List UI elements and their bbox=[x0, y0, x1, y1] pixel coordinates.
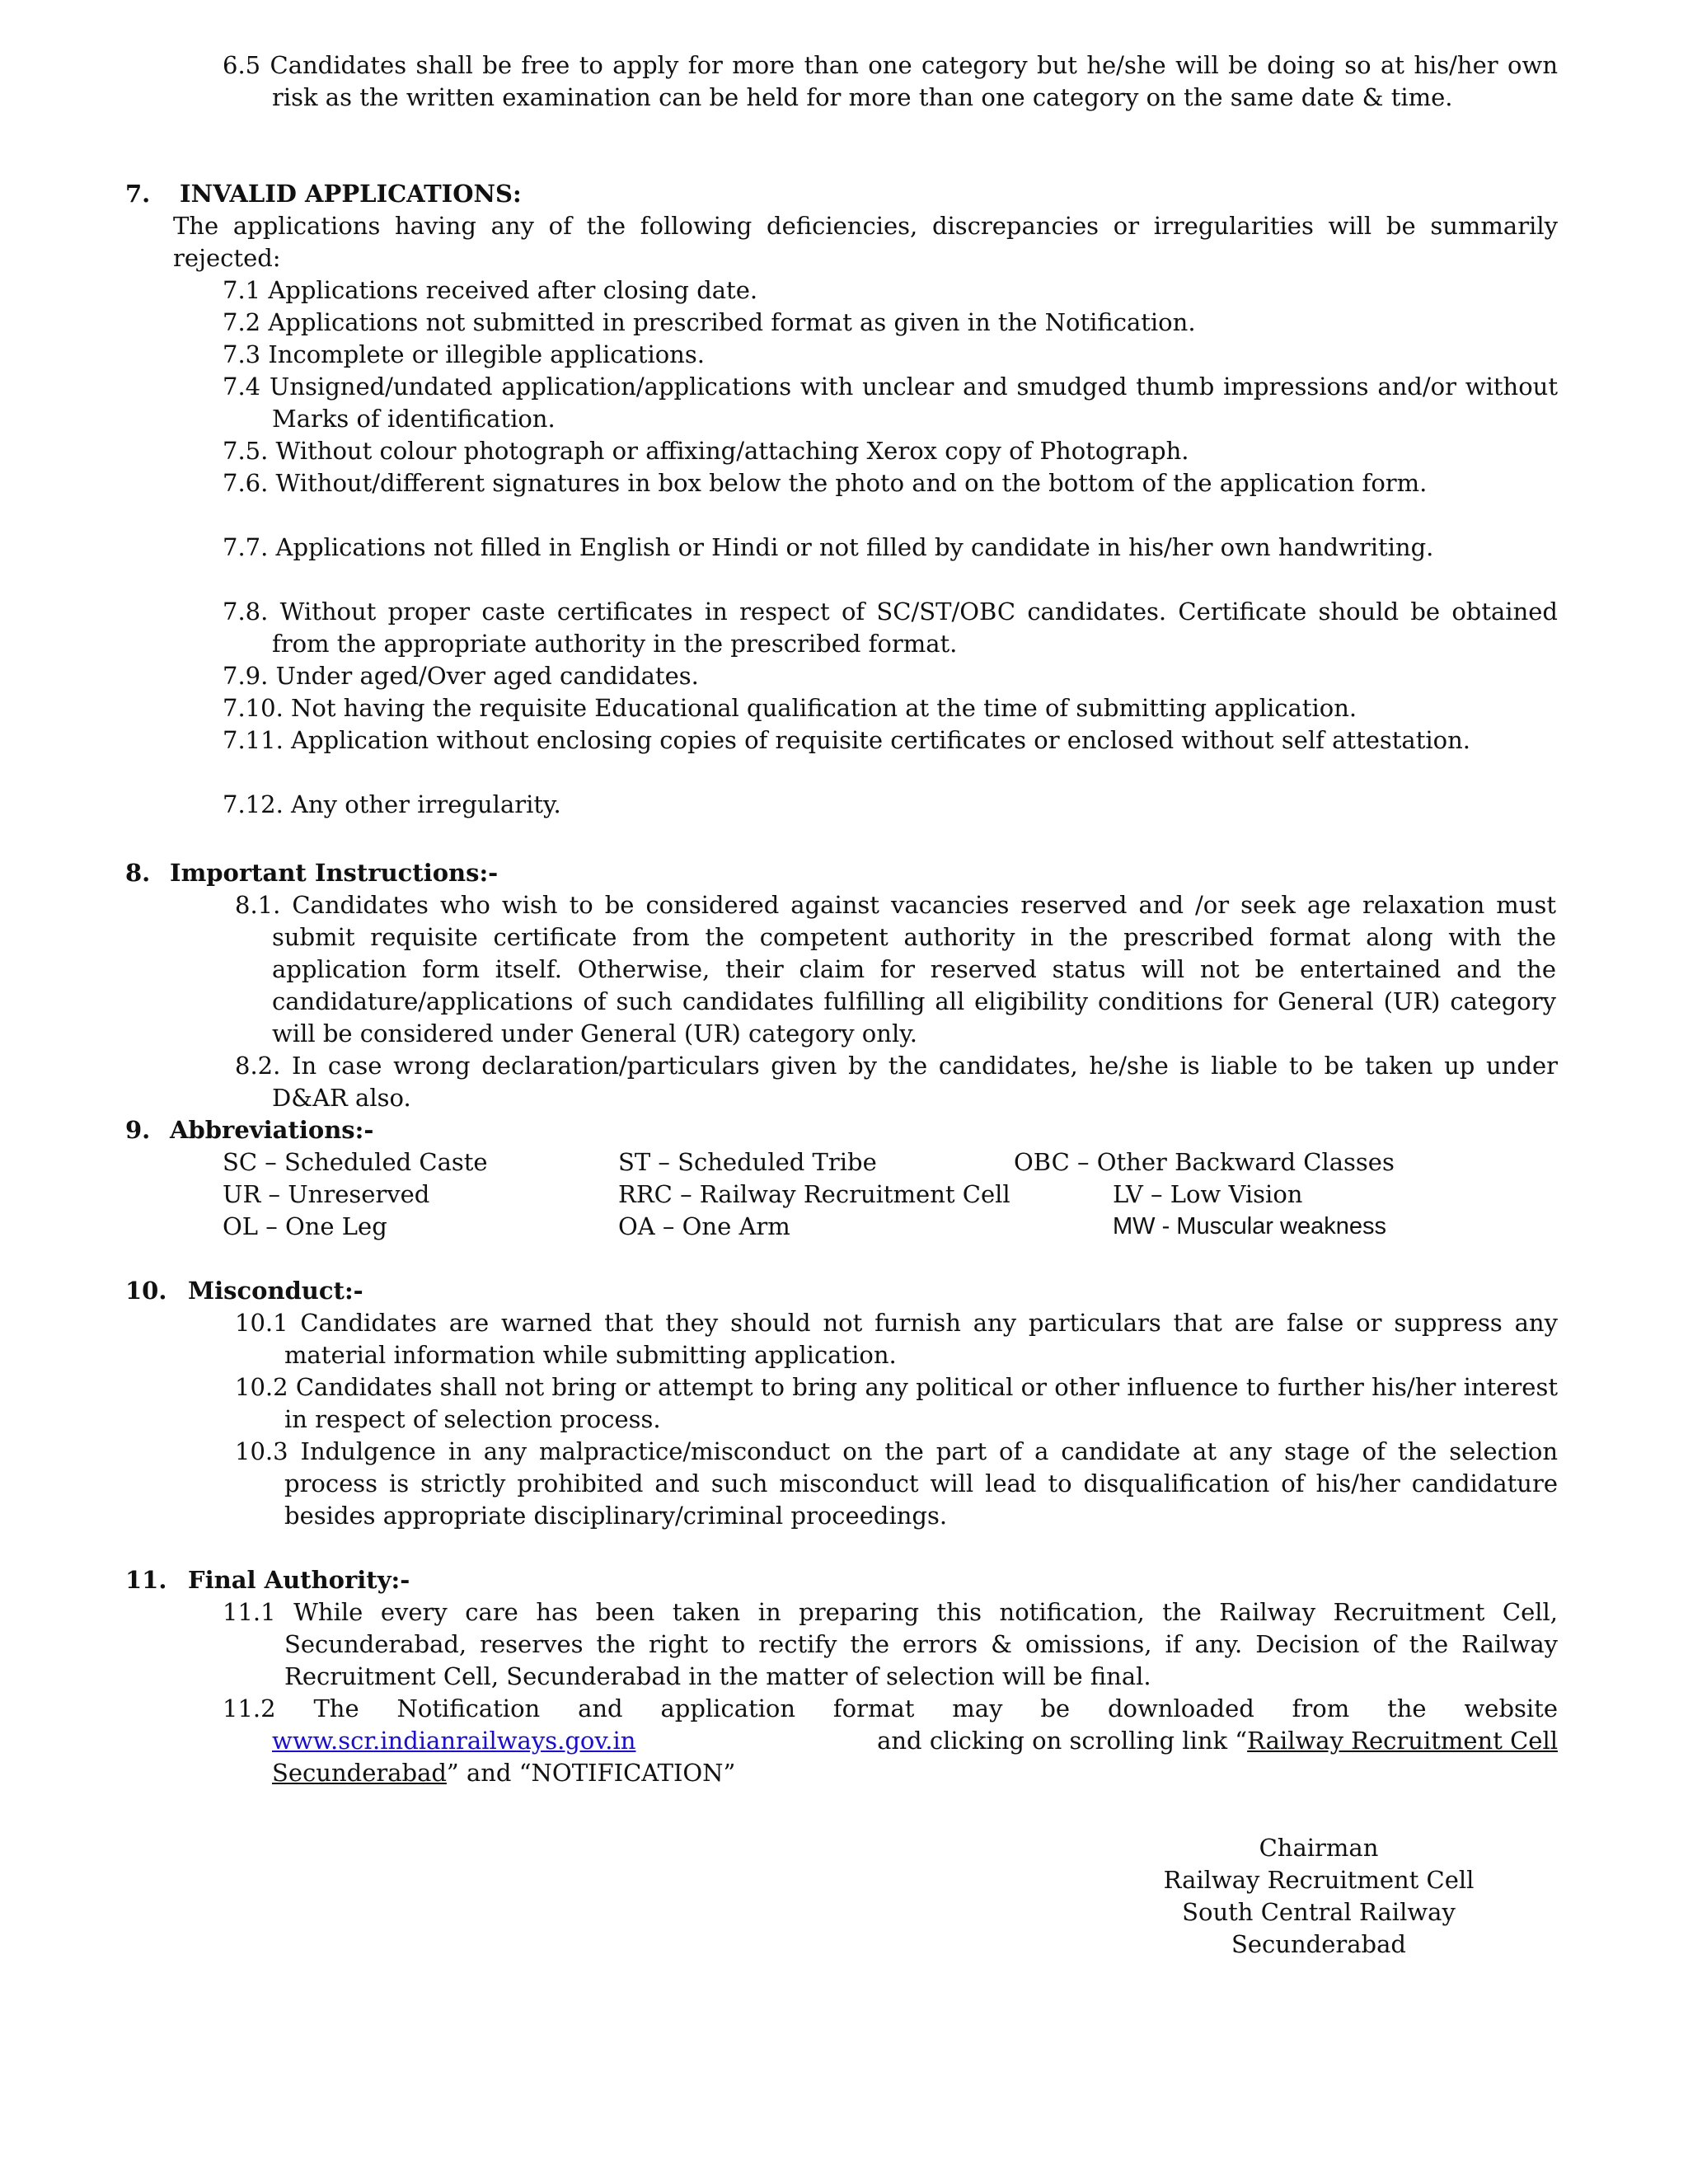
abbr-rrc: RRC – Railway Recruitment Cell bbox=[618, 1180, 1010, 1208]
item-11-2 bbox=[223, 1693, 1558, 1789]
item-7-2: 7.2 Applications not submitted in prescribed format as given in the Notification. bbox=[223, 308, 1196, 336]
item-10-1: 10.1 Candidates are warned that they should not furnish any particulars that are false or suppress any material information while submitting application. bbox=[235, 1309, 1558, 1369]
section-8-number: 8. bbox=[125, 859, 151, 887]
item-11-2-line2 bbox=[272, 1725, 1558, 1757]
section-10-heading bbox=[125, 1275, 363, 1307]
section-10-title: Misconduct:- bbox=[188, 1277, 363, 1305]
item-7-4: 7.4 Unsigned/undated application/applications with unclear and smudged thumb impressions and/or without Marks of identification. bbox=[223, 373, 1558, 433]
item-7-3: 7.3 Incomplete or illegible applications. bbox=[223, 340, 705, 368]
section-11-title: Final Authority:- bbox=[188, 1566, 410, 1594]
section-8-heading bbox=[125, 857, 498, 889]
item-7-6: 7.6. Without/different signatures in box below the photo and on the bottom of the application form. bbox=[223, 469, 1428, 497]
link-intro-text bbox=[877, 1725, 1558, 1757]
section-9-heading bbox=[125, 1114, 373, 1146]
item-10-2: 10.2 Candidates shall not bring or attempt to bring any political or other influence to further his/her interest in respect of selection process. bbox=[235, 1373, 1558, 1433]
abbr-ol: OL – One Leg bbox=[223, 1212, 387, 1240]
abbr-obc: OBC – Other Backward Classes bbox=[1014, 1148, 1395, 1176]
item-7-10: 7.10. Not having the requisite Educational qualification at the time of submitting application. bbox=[223, 694, 1357, 722]
rrc-link-part2[interactable]: Secunderabad bbox=[272, 1759, 447, 1787]
item-7-11: 7.11. Application without enclosing copies of requisite certificates or enclosed without self attestation. bbox=[223, 726, 1471, 754]
clicking-text: and clicking on scrolling link “ bbox=[877, 1727, 1248, 1755]
notification-text: ” and “NOTIFICATION” bbox=[446, 1759, 736, 1787]
section-11-heading bbox=[125, 1564, 410, 1596]
section-7-number: 7. bbox=[125, 180, 151, 208]
section-10-number: 10. bbox=[125, 1277, 167, 1305]
section-9-title: Abbreviations:- bbox=[170, 1116, 374, 1144]
section-7-heading bbox=[125, 178, 522, 210]
item-6-5: 6.5 Candidates shall be free to apply for more than one category but he/she will be doing so at his/her own risk as the written examination can be held for more than one category on the same date & time. bbox=[223, 51, 1558, 111]
abbr-lv: LV – Low Vision bbox=[1113, 1180, 1303, 1208]
section-7-intro: The applications having any of the following deficiencies, discrepancies or irregularities will be summarily rejected: bbox=[173, 212, 1558, 272]
item-11-2-line3 bbox=[272, 1757, 1558, 1789]
section-9-number: 9. bbox=[125, 1116, 151, 1144]
signature-block bbox=[1088, 1832, 1550, 1961]
section-11-number: 11. bbox=[125, 1566, 167, 1594]
item-7-5: 7.5. Without colour photograph or affixing/attaching Xerox copy of Photograph. bbox=[223, 437, 1189, 465]
abbr-st: ST – Scheduled Tribe bbox=[618, 1148, 877, 1176]
item-11-2-line1: 11.2 The Notification and application format may be downloaded from the website bbox=[223, 1694, 1558, 1722]
rrc-link-part1[interactable]: Railway Recruitment Cell bbox=[1247, 1727, 1558, 1755]
section-8-title: Important Instructions:- bbox=[170, 859, 499, 887]
abbr-oa: OA – One Arm bbox=[618, 1212, 790, 1240]
item-8-1: 8.1. Candidates who wish to be considered against vacancies reserved and /or seek age relaxation must submit requisite certificate from the competent authority in the prescribed format along with the application form itself. Otherwise, their claim for reserved status will not be entertained and the candidature/applications of such candidates fulfilling all eligibility conditions for General (UR) category will be considered under General (UR) category only. bbox=[235, 891, 1556, 1047]
item-10-3: 10.3 Indulgence in any malpractice/misconduct on the part of a candidate at any stage of the selection process is strictly prohibited and such misconduct will lead to disqualification of his/her candidature besides appropriate disciplinary/criminal proceedings. bbox=[235, 1437, 1558, 1530]
signature-city: Secunderabad bbox=[1231, 1930, 1406, 1958]
signature-title: Chairman bbox=[1259, 1834, 1379, 1862]
abbr-mw: MW - Muscular weakness bbox=[1113, 1213, 1386, 1240]
section-7-title: INVALID APPLICATIONS: bbox=[180, 180, 522, 208]
website-link[interactable]: www.scr.indianrailways.gov.in bbox=[272, 1727, 636, 1755]
item-7-8: 7.8. Without proper caste certificates in respect of SC/ST/OBC candidates. Certificate should be obtained from the appropriate authority in the prescribed format. bbox=[223, 598, 1558, 658]
item-8-2: 8.2. In case wrong declaration/particulars given by the candidates, he/she is liable to be taken up under D&AR also. bbox=[235, 1052, 1558, 1112]
abbr-ur: UR – Unreserved bbox=[223, 1180, 430, 1208]
signature-railway: South Central Railway bbox=[1182, 1898, 1456, 1926]
item-7-12: 7.12. Any other irregularity. bbox=[223, 790, 561, 818]
signature-office: Railway Recruitment Cell bbox=[1163, 1866, 1475, 1894]
item-7-1: 7.1 Applications received after closing date. bbox=[223, 276, 758, 304]
item-7-7: 7.7. Applications not filled in English or Hindi or not filled by candidate in his/her own handwriting. bbox=[223, 533, 1434, 561]
item-7-9: 7.9. Under aged/Over aged candidates. bbox=[223, 662, 699, 690]
item-11-1: 11.1 While every care has been taken in preparing this notification, the Railway Recruitment Cell, Secunderabad, reserves the right to rectify the errors & omissions, if any. Decision of the Railway Recruitment Cell, Secunderabad in the matter of selection will be final. bbox=[223, 1598, 1558, 1690]
abbr-sc: SC – Scheduled Caste bbox=[223, 1148, 488, 1176]
